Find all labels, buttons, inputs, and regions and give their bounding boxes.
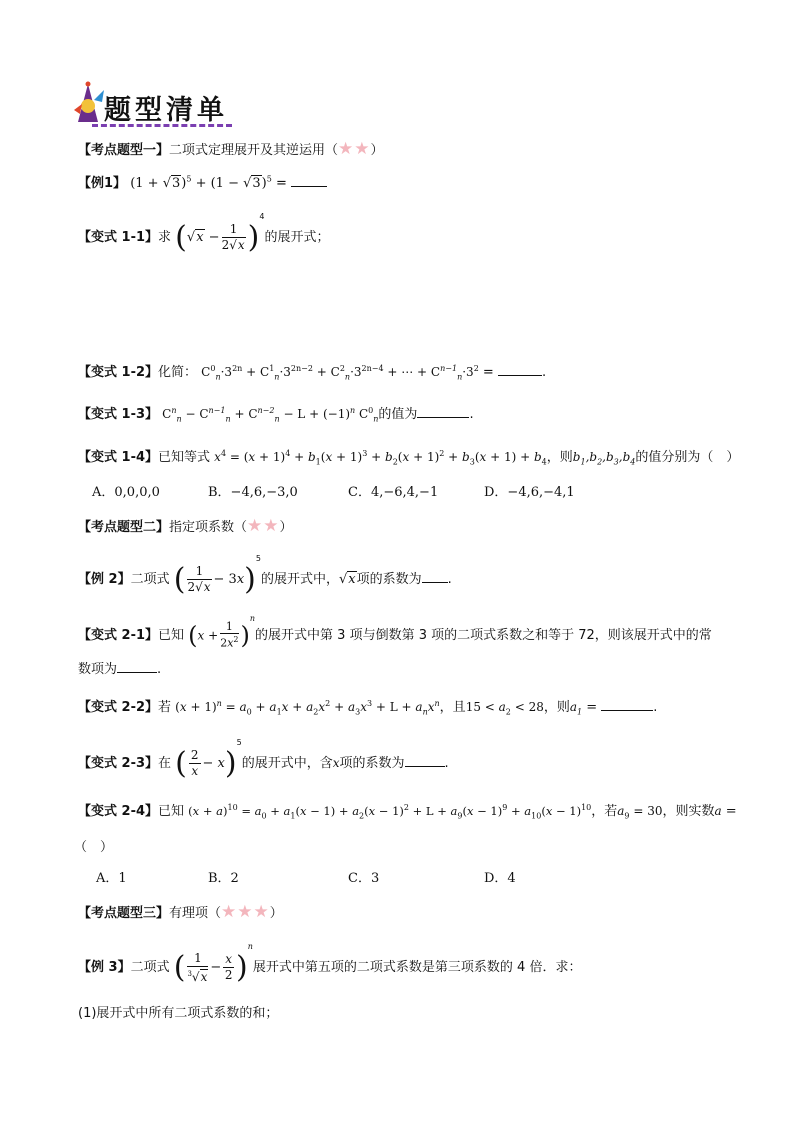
problem-label: 【变式 1-4】 <box>78 450 159 465</box>
problem-text: 已知 <box>158 628 185 643</box>
variant-1-1: 【变式 1-1】求 (√x − $\frac{1}{2√x}$ )$^4$的展开式； <box>78 212 330 255</box>
option-b[interactable]: B．−4,6,−3,0 <box>208 485 298 500</box>
section-heading <box>78 139 384 159</box>
option-d[interactable]: D．4 <box>484 871 516 886</box>
answer-blank[interactable] <box>417 405 469 418</box>
wizard-mascot-icon <box>72 80 106 126</box>
problem-text: . <box>157 662 162 677</box>
option-b[interactable]: B．2 <box>208 871 239 886</box>
problem-label: 【变式 2-2】 <box>78 700 159 715</box>
example-3-part-1: (1)展开式中所有二项式系数的和； <box>78 1006 279 1021</box>
answer-blank[interactable] <box>422 570 448 583</box>
section-close: ） <box>370 143 384 158</box>
problem-label: 【例1】 <box>78 176 127 191</box>
problem-text: . <box>447 572 452 587</box>
variant-1-4: 【变式 1-4】已知等式 $x^4 = (x + 1)^4 + b_1(x + 1)^3 + b_2(x + 1)^2 + b_3(x + 1) + b_4$，则$b_1,b_2,b_3,b_4$的值分别为（ ） <box>78 449 740 467</box>
option-a[interactable]: A．1 <box>96 871 127 886</box>
banner-title: 题型清单 <box>104 95 228 126</box>
problem-text: . <box>541 365 547 380</box>
problem-text: 若 <box>158 700 172 715</box>
formula: $x^4 = (x + 1)^4 + b_1(x + 1)^3 + b_2(x + 1)^2 + b_3(x + 1) + b_4$ <box>214 449 547 467</box>
problem-text: 已知 <box>158 804 185 819</box>
section-bracket: 【考点题型二】 <box>78 520 170 535</box>
answer-blank[interactable] <box>291 174 327 187</box>
option-c[interactable]: C．3 <box>348 871 380 886</box>
option-c[interactable]: C．4,−6,4,−1 <box>348 485 439 500</box>
variant-2-1-line2 <box>78 658 161 677</box>
problem-label: 【变式 1-2】 <box>78 365 159 380</box>
problem-text: 项的系数为 <box>339 756 405 771</box>
formula: $C^0_n\cdot 3^{2n} + C^1_n\cdot 3^{2n-2} + C^2_n\cdot 3^{2n-4}$ + ⋯ + $C^{n-1}_n\cdot 3^2$ <box>201 364 479 382</box>
variant-2-4: 【变式 2-4】已知 $(x + a)^{10} = a_0 + a_1(x - 1) + a_2(x - 1)^2 + L + a_9(x - 1)^9 + a_{10}(x - 1)^{10}$，若$a_9 = 30$，则实数a = <box>78 803 737 821</box>
problem-text: 项的系数为 <box>356 572 422 587</box>
answer-blank[interactable] <box>405 754 445 767</box>
problem-label: 【变式 2-4】 <box>78 804 159 819</box>
section-close: ） <box>269 906 283 921</box>
problem-text: . <box>653 700 658 715</box>
problem-text: 在 <box>158 756 172 771</box>
problem-label: 【例 3】 <box>78 960 131 975</box>
formula: $(1 + √3)^5 + (1 - √3)^5$ <box>130 174 272 191</box>
options-row <box>92 481 575 500</box>
problem-label: 【变式 1-1】 <box>78 230 159 245</box>
problem-text: 的展开式中第 3 项与倒数第 3 项的二项式系数之和等于 72，则该展开式中的常 <box>255 628 712 643</box>
problem-text: ，若 <box>591 804 618 819</box>
problem-text: 化简： <box>158 365 198 380</box>
problem-label: 【变式 2-1】 <box>78 628 159 643</box>
star-rating-icon: ★★ <box>247 516 280 536</box>
variant-2-3: 【变式 2-3】在 ( $\frac{2}{x}$ − x)$^5$的展开式中，含x项的系数为 . <box>78 738 449 781</box>
star-rating-icon: ★★ <box>338 139 371 159</box>
problem-text: 的展开式中， <box>260 572 339 587</box>
section-bracket: 【考点题型三】 <box>78 906 170 921</box>
problem-text: 的展开式中，含 <box>241 756 333 771</box>
formula: $C^n_n - C^{n-1}_n + C^{n-2}_n - L + (-1)^n$ $C^0_n$ <box>162 406 379 424</box>
title-banner <box>72 78 242 130</box>
section-bracket: 【考点题型一】 <box>78 143 170 158</box>
problem-text: 已知等式 <box>158 450 211 465</box>
variant-2-1: 【变式 2-1】已知 (x + $\frac{1}{2x^2}$ )$^n$的展开式中第 3 项与倒数第 3 项的二项式系数之和等于 72，则该展开式中的常 <box>78 614 712 650</box>
problem-text: 的值为 <box>378 407 418 422</box>
section-title: 指定项系数（ <box>169 520 248 535</box>
answer-blank[interactable] <box>601 698 653 711</box>
problem-text: 求 <box>158 230 172 245</box>
example-2: 【例 2】二项式 ( $\frac{1}{2√x}$ − 3x)$^5$的展开式中，√x项的系数为 . <box>78 554 452 597</box>
formula: $(x + 1)^n = a_0 + a_1x + a_2x^2 + a_3x^3 + L + a_nx^n$ <box>175 699 440 717</box>
problem-text: 展开式中第五项的二项式系数是第三项系数的 4 倍．求： <box>252 960 582 975</box>
problem-label: 【例 2】 <box>78 572 131 587</box>
answer-blank[interactable] <box>117 660 157 673</box>
section-title: 二项式定理展开及其逆运用（ <box>169 143 339 158</box>
example-1 <box>78 172 327 191</box>
star-rating-icon: ★★★ <box>221 902 270 922</box>
problem-text: 二项式 <box>130 572 170 587</box>
section-heading <box>78 902 283 922</box>
section-heading <box>78 516 293 536</box>
option-a[interactable]: A．0,0,0,0 <box>92 485 160 500</box>
answer-blank[interactable] <box>498 363 542 376</box>
problem-text: ，则实数 <box>662 804 715 819</box>
options-row <box>96 867 516 886</box>
problem-text: ，且 <box>439 700 466 715</box>
problem-label: 【变式 1-3】 <box>78 407 159 422</box>
section-title: 有理项（ <box>169 906 222 921</box>
formula: $(x + a)^{10} = a_0 + a_1(x - 1) + a_2(x - 1)^2 + L + a_9(x - 1)^9 + a_{10}(x - 1)^{10}$ <box>188 803 592 821</box>
variant-1-3 <box>78 403 474 423</box>
problem-text: 的展开式； <box>264 230 330 245</box>
section-close: ） <box>279 520 293 535</box>
problem-text: ，则 <box>543 700 570 715</box>
banner-underline <box>92 124 232 127</box>
variant-1-2 <box>78 361 546 381</box>
problem-text: . <box>444 756 449 771</box>
problem-text: 二项式 <box>130 960 170 975</box>
problem-text: . <box>469 407 474 422</box>
problem-text: 的值分别为（ ） <box>635 450 740 465</box>
problem-text: 数项为 <box>78 662 118 677</box>
answer-paren: （ ） <box>74 840 114 855</box>
variant-2-2: 【变式 2-2】若 $(x + 1)^n = a_0 + a_1x + a_2x^2 + a_3x^3 + L + a_nx^n$，且$15 < a_2 < 28$，则$a_1$ = . <box>78 699 658 717</box>
problem-label: 【变式 2-3】 <box>78 756 159 771</box>
problem-text: ，则 <box>546 450 573 465</box>
problem-text: = <box>478 365 498 380</box>
problem-text: = <box>271 176 287 191</box>
option-d[interactable]: D．−4,6,−4,1 <box>484 485 575 500</box>
example-3: 【例 3】二项式 ( $\frac{1}{^3√x}$ − $\frac{x}{2}$ )$^n$展开式中第五项的二项式系数是第三项系数的 4 倍．求： <box>78 942 582 985</box>
